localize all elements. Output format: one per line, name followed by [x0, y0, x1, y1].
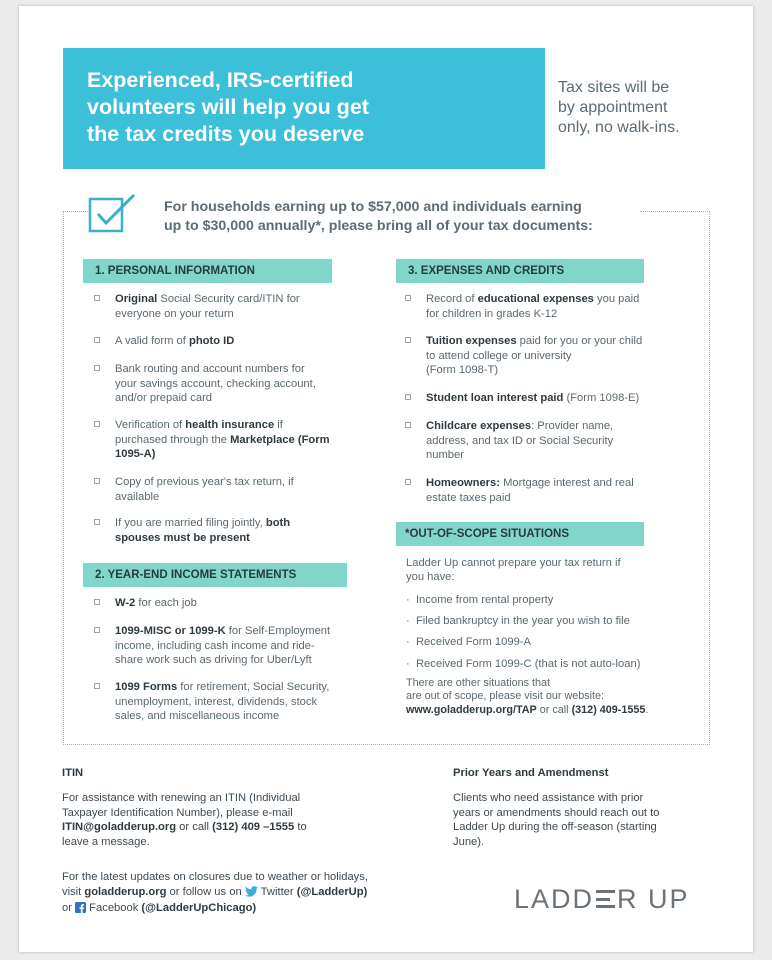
section-expenses-header: 3. EXPENSES AND CREDITS [396, 259, 644, 283]
bullet-box-icon [405, 394, 411, 400]
intro-text [164, 198, 597, 236]
checkbox-check-icon [88, 193, 138, 235]
website-link[interactable]: goladderup.org [84, 885, 167, 898]
appointment-line-1: Tax sites will be [558, 79, 670, 96]
ladder-up-logo [514, 884, 690, 915]
logo-e-bars-icon [596, 888, 615, 910]
frame-top-left [63, 211, 88, 212]
itin-text: For assistance with renewing an ITIN (Individual Taxpayer Identification Number), please e-mail ITIN@goladderup.org or call (312) 409 –1555 to leave a message. [62, 792, 307, 848]
facebook-handle-link[interactable]: (@LadderUpChicago) [141, 902, 257, 914]
itin-email-link[interactable]: ITIN@goladderup.org [62, 821, 177, 833]
bullet-box-icon [94, 365, 100, 371]
twitter-icon [245, 886, 258, 902]
section-personal-header: 1. PERSONAL INFORMATION [83, 259, 332, 283]
prior-years-text: Clients who need assistance with prior years or amendments should reach out to Ladder Up during the off-season (starting June). [453, 792, 660, 848]
scope-intro-line-2: you have: [406, 571, 455, 583]
prior-years-title: Prior Years and Amendmenst [453, 767, 609, 779]
banner-line-1: Experienced, IRS-certified [87, 68, 354, 92]
scope-bullet: · Received Form 1099-A [406, 636, 531, 648]
itin-title: ITIN [62, 767, 84, 779]
bullet-box-icon [94, 627, 100, 633]
banner-line-2: volunteers will help you get [87, 95, 369, 119]
scope-website-link[interactable]: www.goladderup.org/TAP [406, 704, 537, 716]
frame-top-right [640, 211, 710, 212]
bullet-box-icon [405, 422, 411, 428]
logo-text-left: LADD [514, 884, 595, 914]
updates-text: For the latest updates on closures due to weather or holidays, visit goladderup.org or follow us on Twitter (@LadderUp) or Facebook (@LadderUpChicago) [62, 870, 368, 918]
appointment-line-3: only, no walk-ins. [558, 119, 680, 136]
scope-bullet: · Filed bankruptcy in the year you wish to file [406, 615, 630, 627]
scope-phone: (312) 409-1555 [571, 704, 646, 716]
bullet-box-icon [405, 295, 411, 301]
intro-line-1: For households earning up to $57,000 and individuals earning [164, 199, 582, 215]
appointment-line-2: by appointment [558, 99, 668, 116]
scope-bullet: · Received Form 1099-C (that is not auto-loan) [406, 658, 641, 670]
logo-text-right: R UP [617, 884, 690, 914]
banner-line-3: the tax credits you deserve [87, 122, 365, 146]
bullet-box-icon [94, 478, 100, 484]
bullet-box-icon [405, 479, 411, 485]
scope-outro-line-1: There are other situations that [406, 677, 551, 689]
bullet-box-icon [94, 337, 100, 343]
scope-outro-line-2: are out of scope, please visit our website: [406, 690, 605, 702]
scope-bullet: · Income from rental property [406, 594, 554, 606]
facebook-icon [75, 902, 86, 918]
itin-phone: (312) 409 –1555 [212, 821, 295, 833]
bullet-box-icon [94, 421, 100, 427]
scope-intro-line-1: Ladder Up cannot prepare your tax return if [406, 557, 621, 569]
section-scope-header: *OUT-OF-SCOPE SITUATIONS [396, 522, 644, 546]
bullet-box-icon [405, 337, 411, 343]
intro-line-2: up to $30,000 annually*, please bring all of your tax documents: [164, 218, 593, 234]
twitter-handle-link[interactable]: (@LadderUp) [296, 885, 368, 898]
bullet-box-icon [94, 599, 100, 605]
headline-banner [63, 48, 545, 169]
scope-intro [406, 556, 621, 584]
bullet-box-icon [94, 519, 100, 525]
appointment-note [558, 78, 680, 138]
scope-outro: There are other situations that are out of scope, please visit our website: www.goladderup.org/TAP or call (312) 409-1555. [406, 677, 649, 716]
bullet-box-icon [94, 683, 100, 689]
bullet-box-icon [94, 295, 100, 301]
section-income-header: 2. YEAR-END INCOME STATEMENTS [83, 563, 347, 587]
